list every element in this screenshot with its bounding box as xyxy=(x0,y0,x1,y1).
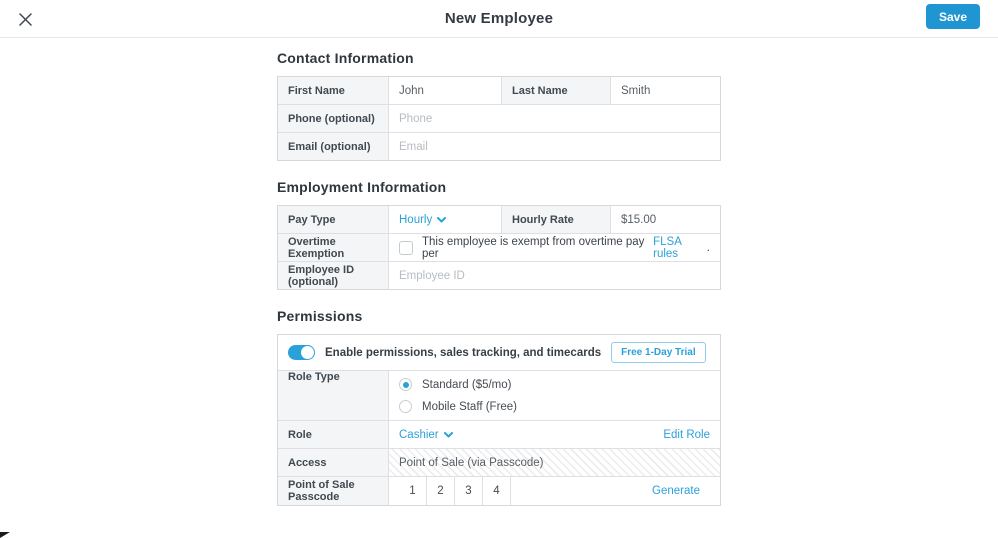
employee-id-cell xyxy=(389,262,720,289)
page-title: New Employee xyxy=(444,10,554,27)
free-trial-button[interactable]: Free 1-Day Trial xyxy=(611,342,705,363)
pay-row xyxy=(278,206,720,234)
hourly-rate-label: Hourly Rate xyxy=(501,206,611,233)
permissions-toggle-row xyxy=(278,335,720,371)
last-name-input[interactable] xyxy=(621,85,710,97)
radio-checked-icon xyxy=(399,378,412,391)
role-value: Cashier xyxy=(399,428,439,441)
edit-role-link[interactable]: Edit Role xyxy=(663,428,710,441)
employment-section-heading: Employment Information xyxy=(277,179,447,195)
email-cell xyxy=(389,133,720,160)
name-row xyxy=(278,77,720,105)
access-value-text: Point of Sale (via Passcode) xyxy=(399,456,544,469)
radio-unchecked-icon xyxy=(399,400,412,413)
chevron-down-icon xyxy=(437,217,446,223)
last-name-label: Last Name xyxy=(501,77,611,104)
access-row xyxy=(278,449,720,477)
role-type-mobile-staff-label: Mobile Staff (Free) xyxy=(422,400,518,413)
pay-type-label: Pay Type xyxy=(278,206,389,233)
pay-type-dropdown[interactable] xyxy=(399,214,446,226)
generate-passcode-link[interactable]: Generate xyxy=(652,485,700,497)
new-employee-form xyxy=(277,50,721,506)
role-type-option-standard[interactable] xyxy=(399,378,512,391)
overtime-row xyxy=(278,234,720,262)
flsa-rules-link[interactable]: FLSA rules xyxy=(653,235,682,260)
role-type-row xyxy=(278,371,720,421)
top-bar xyxy=(0,0,998,38)
passcode-digit-3[interactable]: 3 xyxy=(455,477,483,505)
access-value xyxy=(389,449,720,476)
permissions-section-heading: Permissions xyxy=(277,308,363,324)
role-row xyxy=(278,421,720,449)
overtime-label: Overtime Exemption xyxy=(278,234,389,261)
mouse-cursor xyxy=(0,532,10,538)
passcode-cell xyxy=(389,477,720,505)
permissions-toggle-cell xyxy=(278,335,720,370)
email-input[interactable] xyxy=(399,141,710,153)
permissions-table xyxy=(277,334,721,506)
phone-cell xyxy=(389,105,720,132)
first-name-label: First Name xyxy=(278,77,389,104)
role-type-standard-label: Standard ($5/mo) xyxy=(422,378,512,391)
role-dropdown[interactable] xyxy=(399,429,453,441)
passcode-label: Point of Sale Passcode xyxy=(278,477,389,505)
role-type-option-mobile-staff[interactable] xyxy=(399,400,517,413)
contact-section-heading: Contact Information xyxy=(277,50,414,66)
passcode-row xyxy=(278,477,720,505)
pay-type-cell xyxy=(389,206,501,233)
close-button[interactable] xyxy=(14,8,36,30)
overtime-cell xyxy=(389,234,720,261)
overtime-text: This employee is exempt from overtime pay per xyxy=(422,235,645,260)
employee-id-input[interactable] xyxy=(399,270,710,282)
phone-input[interactable] xyxy=(399,113,710,125)
overtime-text-suffix: . xyxy=(706,241,710,254)
phone-label: Phone (optional) xyxy=(278,105,389,132)
passcode-digit-2[interactable]: 2 xyxy=(427,477,455,505)
email-row xyxy=(278,133,720,160)
overtime-exempt-checkbox[interactable] xyxy=(399,241,413,255)
role-label: Role xyxy=(278,421,389,448)
first-name-input[interactable] xyxy=(399,85,491,97)
first-name-cell xyxy=(389,77,501,104)
access-label: Access xyxy=(278,449,389,476)
employee-id-label: Employee ID (optional) xyxy=(278,262,389,289)
role-type-label: Role Type xyxy=(278,371,389,420)
passcode-digit-1[interactable]: 1 xyxy=(399,477,427,505)
save-button[interactable]: Save xyxy=(926,4,980,29)
last-name-cell xyxy=(611,77,720,104)
employment-table xyxy=(277,205,721,290)
permissions-toggle-label: Enable permissions, sales tracking, and timecards xyxy=(325,346,602,359)
email-label: Email (optional) xyxy=(278,133,389,160)
close-icon xyxy=(19,13,32,26)
generate-wrap xyxy=(652,477,710,505)
pay-type-value: Hourly xyxy=(399,213,433,226)
role-cell xyxy=(389,421,720,448)
passcode-digit-4[interactable]: 4 xyxy=(483,477,511,505)
hourly-rate-input[interactable] xyxy=(621,214,710,226)
contact-table xyxy=(277,76,721,161)
permissions-toggle[interactable] xyxy=(288,345,315,360)
phone-row xyxy=(278,105,720,133)
passcode-spacer xyxy=(511,477,652,505)
hourly-rate-cell xyxy=(611,206,720,233)
role-type-options xyxy=(389,371,720,420)
chevron-down-icon xyxy=(444,432,453,438)
employee-id-row xyxy=(278,262,720,289)
toggle-knob-icon xyxy=(301,346,314,359)
